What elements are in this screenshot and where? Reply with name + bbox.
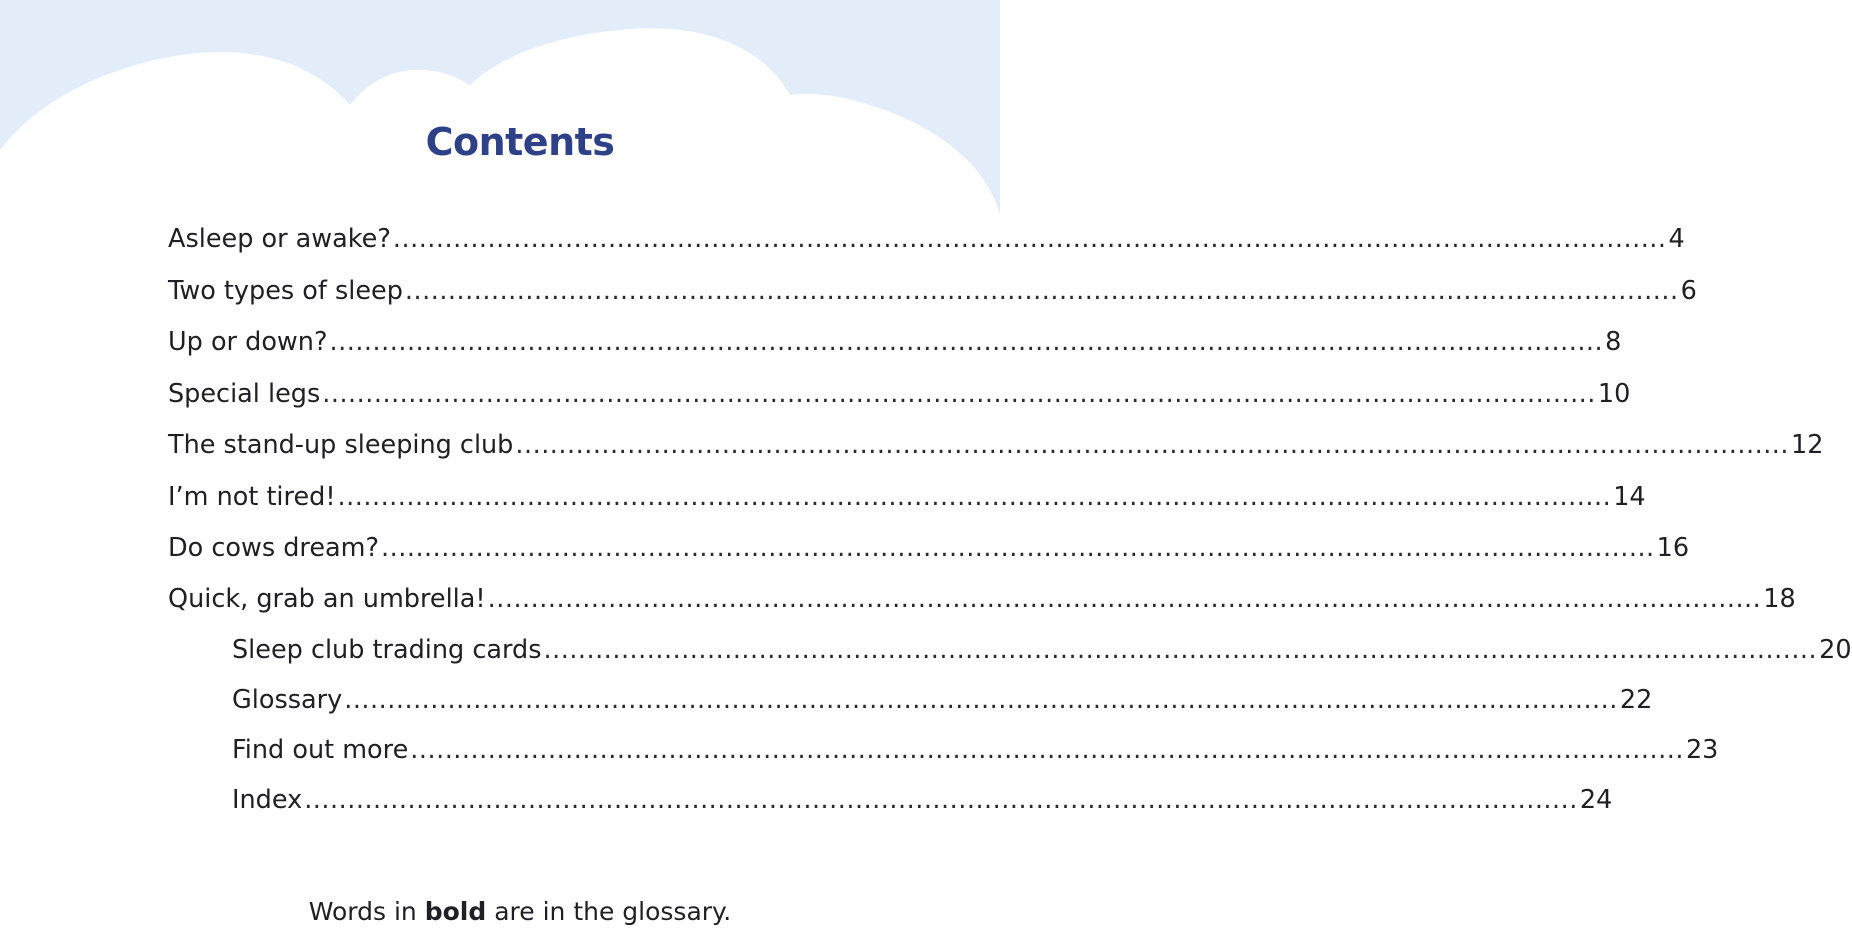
toc-entry-label: Two types of sleep xyxy=(168,276,403,306)
dot-leader: .................................................................................................................................................... xyxy=(392,224,1667,254)
dot-leader: .................................................................................................................................................... xyxy=(344,685,1618,715)
toc-entry xyxy=(168,325,1622,359)
toc-entry-page: 20 xyxy=(1819,635,1852,665)
dot-leader: .................................................................................................................................................... xyxy=(543,635,1818,665)
toc-entry-label: The stand-up sleeping club xyxy=(168,430,514,460)
toc-entry-indented xyxy=(232,633,1852,667)
toc-entry-page: 22 xyxy=(1619,685,1653,715)
toc-entry xyxy=(168,222,1685,256)
toc-entry xyxy=(168,428,1824,462)
dot-leader: .................................................................................................................................................... xyxy=(304,785,1578,815)
dot-leader: .................................................................................................................................................... xyxy=(322,379,1596,409)
dot-leader: .................................................................................................................................................... xyxy=(404,276,1679,306)
page-title: Contents xyxy=(425,120,615,164)
toc-entry-page: 6 xyxy=(1680,276,1697,306)
toc-entry-label: Index xyxy=(232,785,303,815)
glossary-note-bold: bold xyxy=(424,897,487,926)
toc-entry-indented xyxy=(232,783,1613,817)
toc-entry-label: Quick, grab an umbrella! xyxy=(168,584,486,614)
glossary-note-before: Words in xyxy=(308,897,425,926)
toc-entry-page: 12 xyxy=(1791,430,1824,460)
toc-entry-page: 18 xyxy=(1763,584,1796,614)
toc-entry-label: Sleep club trading cards xyxy=(232,635,542,665)
glossary-note-after: are in the glossary. xyxy=(486,897,732,926)
toc-entry-page: 24 xyxy=(1579,785,1613,815)
toc-entry-label: Find out more xyxy=(232,735,409,765)
toc-entry-page: 23 xyxy=(1685,735,1719,765)
toc-entry xyxy=(168,274,1697,308)
toc-entry-page: 14 xyxy=(1613,482,1646,512)
toc-entry-label: Glossary xyxy=(232,685,343,715)
dot-leader: .................................................................................................................................................... xyxy=(337,482,1612,512)
dot-leader: .................................................................................................................................................... xyxy=(410,735,1684,765)
toc-entry-page: 10 xyxy=(1597,379,1631,409)
toc-entry-label: Up or down? xyxy=(168,327,328,357)
dot-leader: .................................................................................................................................................... xyxy=(515,430,1790,460)
dot-leader: .................................................................................................................................................... xyxy=(381,533,1655,563)
toc-entry-label: Do cows dream? xyxy=(168,533,380,563)
toc-entry-page: 4 xyxy=(1668,224,1685,254)
toc-entry xyxy=(168,480,1646,514)
toc-entry xyxy=(168,377,1631,411)
toc-entry-indented xyxy=(232,733,1719,767)
toc-entry-label: I’m not tired! xyxy=(168,482,336,512)
dot-leader: .................................................................................................................................................... xyxy=(487,584,1762,614)
toc-entry-label: Asleep or awake? xyxy=(168,224,391,254)
toc-entry-indented xyxy=(232,683,1653,717)
toc-entry-page: 16 xyxy=(1656,533,1690,563)
toc-entry-label: Special legs xyxy=(168,379,321,409)
dot-leader: .................................................................................................................................................... xyxy=(329,327,1604,357)
toc-entry-page: 8 xyxy=(1605,327,1622,357)
glossary-note xyxy=(0,895,1040,929)
toc-entry xyxy=(168,582,1796,616)
toc-entry xyxy=(168,531,1690,565)
